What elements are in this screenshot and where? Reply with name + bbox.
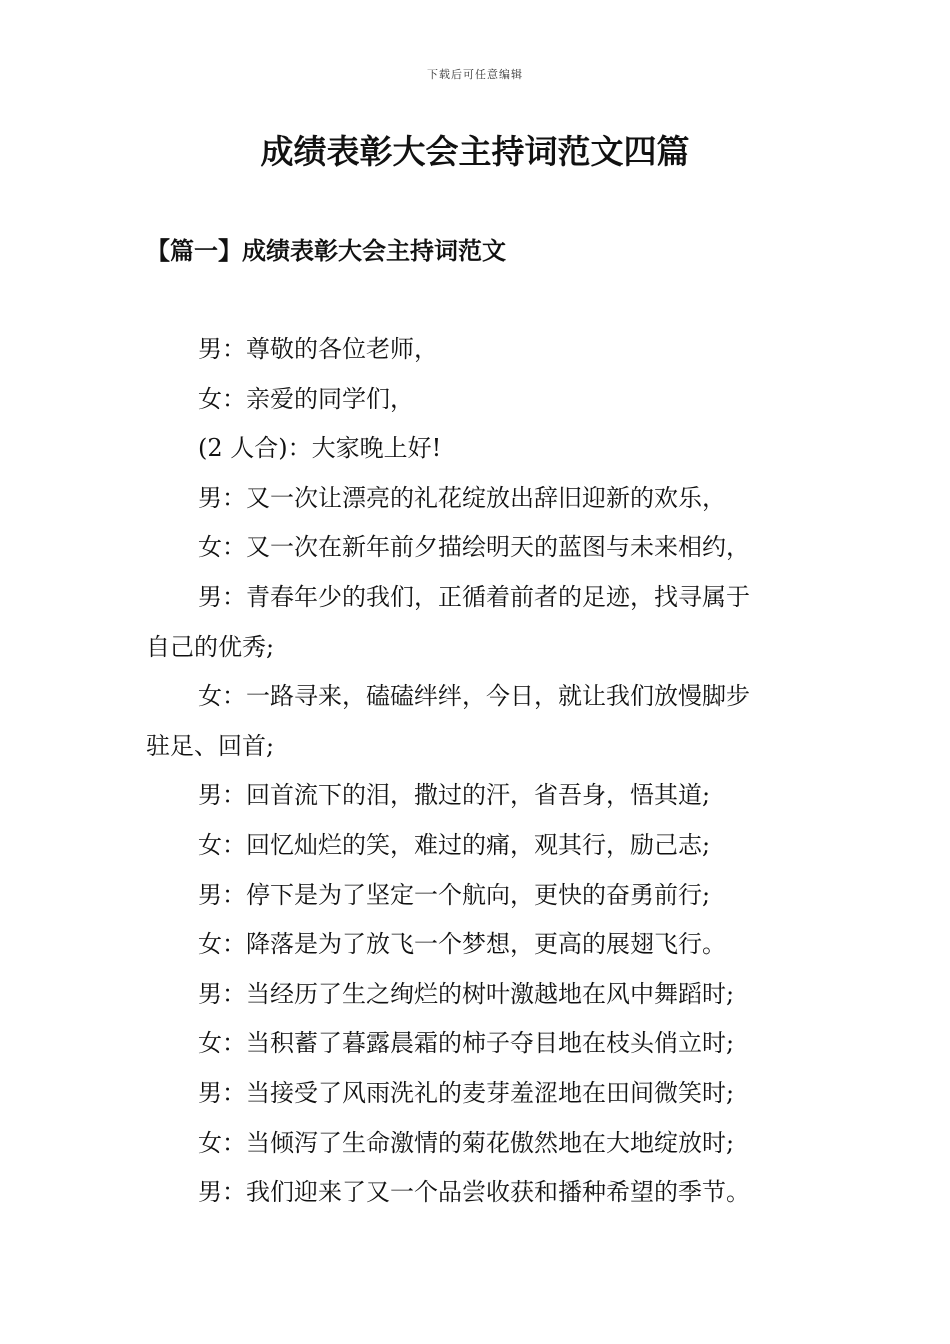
text-line: 男：我们迎来了又一个品尝收获和播种希望的季节。: [198, 1178, 750, 1207]
text-line: 女：降落是为了放飞一个梦想，更高的展翅飞行。: [198, 930, 726, 959]
text-line: 男：青春年少的我们，正循着前者的足迹，找寻属于: [198, 582, 750, 611]
text-line: 自己的优秀;: [146, 632, 275, 661]
document-title: 成绩表彰大会主持词范文四篇: [260, 132, 690, 171]
header-note: 下载后可任意编辑: [427, 68, 523, 81]
text-line: 男：当接受了风雨洗礼的麦芽羞涩地在田间微笑时;: [198, 1078, 735, 1107]
text-line: 男：当经历了生之绚烂的树叶激越地在风中舞蹈时;: [198, 979, 735, 1008]
text-line: 女：回忆灿烂的笑，难过的痛，观其行，励己志;: [198, 830, 711, 859]
text-line: 男：又一次让漂亮的礼花绽放出辞旧迎新的欢乐，: [198, 483, 726, 512]
text-line: 驻足、回首;: [146, 731, 275, 760]
document-body: [146, 329, 810, 1222]
section-heading: 【篇一】成绩表彰大会主持词范文: [146, 236, 506, 265]
text-line: (2 人合)：大家晚上好!: [198, 434, 442, 463]
text-line: 女：亲爱的同学们，: [198, 384, 414, 413]
text-line: 女：当积蓄了暮露晨霜的柿子夺目地在枝头俏立时;: [198, 1029, 735, 1058]
text-line: 男：停下是为了坚定一个航向，更快的奋勇前行;: [198, 880, 711, 909]
text-line: 女：当倾泻了生命激情的菊花傲然地在大地绽放时;: [198, 1128, 735, 1157]
text-line: 女：一路寻来，磕磕绊绊，今日，就让我们放慢脚步: [198, 682, 750, 711]
text-line: 男：尊敬的各位老师，: [198, 335, 438, 363]
text-line: 女：又一次在新年前夕描绘明天的蓝图与未来相约，: [198, 533, 750, 562]
text-line: 男：回首流下的泪，撒过的汗，省吾身，悟其道;: [198, 781, 711, 810]
